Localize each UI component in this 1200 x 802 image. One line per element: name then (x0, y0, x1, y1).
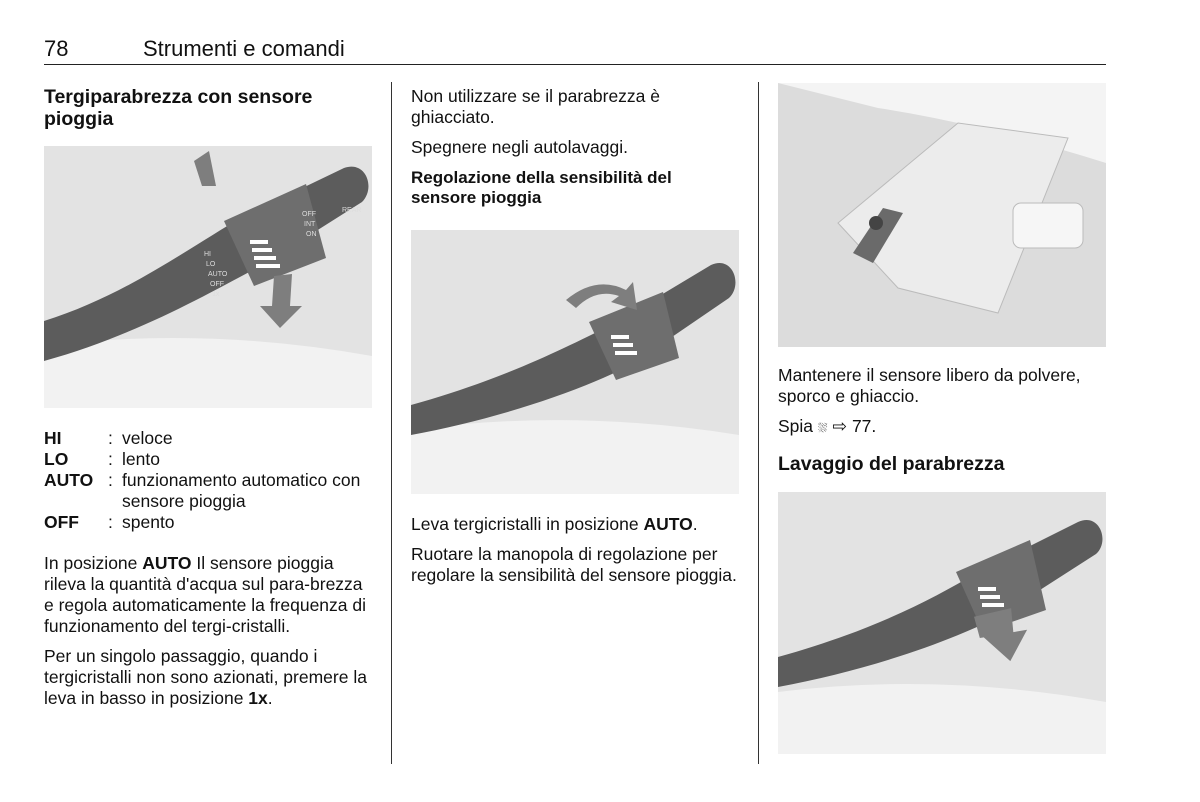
text-span: In posizione (44, 553, 143, 573)
def-row-auto (44, 470, 372, 512)
paragraph-rotate-knob: Ruotare la manopola di regolazione per regolare la sensibilità del sensore pioggia. (411, 544, 737, 585)
paragraph-lever-auto (411, 514, 741, 535)
text-span: Il sensore pioggia rileva la quantità d'acqua sul para-brezza e regola automaticamente la frequenza di funzionamento del tergi-cristalli. (44, 553, 367, 636)
lever-label-1x: 1x (212, 291, 220, 298)
rain-sensor-warning-icon: ⛆ (817, 421, 828, 435)
rain-sensor-photo (778, 83, 1106, 347)
def-value: funzionamento automatico con sensore pioggia (122, 470, 361, 511)
sensitivity-knob-illustration (411, 230, 739, 494)
subheading-sensitivity: Regolazione della sensibilità del sensore pioggia (411, 168, 672, 207)
def-sep: : (108, 470, 113, 490)
column-3-text (778, 365, 1108, 475)
def-value: lento (122, 449, 160, 469)
washer-lever-illustration (778, 492, 1106, 754)
column-2-text (411, 514, 741, 595)
text-span: . (692, 514, 698, 534)
paragraph-spia (778, 416, 1108, 439)
paragraph-frozen: Non utilizzare se il parabrezza è ghiacciato. (411, 86, 661, 127)
paragraph-auto-mode (44, 553, 374, 637)
def-key: AUTO (44, 470, 94, 490)
page-number: 78 (44, 36, 69, 61)
mode-definitions (44, 428, 372, 533)
text-bold: AUTO (142, 553, 192, 573)
section-heading-rain-sensor: Tergiparabrezza con sensore pioggia (44, 86, 313, 130)
paragraph-keep-clean: Mantenere il sensore libero da polvere, sporco e ghiaccio. (778, 365, 1081, 406)
def-row-hi (44, 428, 372, 449)
def-sep: : (108, 428, 113, 448)
def-sep: : (108, 512, 113, 532)
lever-label-lo: LO (206, 261, 216, 268)
page-ref-arrow-icon: ⇨ (832, 416, 848, 436)
paragraph-single-pass (44, 646, 374, 709)
section-heading-washer: Lavaggio del parabrezza (778, 453, 1005, 475)
column-divider-1 (391, 82, 392, 764)
lever-label-int: INT (304, 221, 316, 228)
paragraph-carwash: Spegnere negli autolavaggi. (411, 137, 628, 157)
lever-label-auto: AUTO (208, 271, 228, 278)
spia-label: Spia (778, 416, 814, 436)
definitions-block (44, 428, 374, 533)
text-span: Per un singolo passaggio, quando i tergicristalli non sono azionati, premere la leva in basso in posizione (44, 646, 367, 708)
def-value: veloce (122, 428, 173, 448)
def-sep: : (108, 449, 113, 469)
lever-label-on: ON (306, 231, 317, 238)
def-key: LO (44, 449, 69, 469)
lever-label-off2: OFF (210, 281, 224, 288)
column-divider-2 (758, 82, 759, 764)
column-1 (44, 86, 374, 130)
def-key: OFF (44, 512, 79, 532)
def-row-lo (44, 449, 372, 470)
page-title: Strumenti e comandi (143, 36, 345, 61)
lever-label-rear: REAR (342, 207, 362, 214)
text-span: . (267, 688, 273, 708)
page-reference[interactable]: 77. (851, 416, 877, 436)
def-value: spento (122, 512, 175, 532)
text-span: Leva tergicristalli in posizione (411, 514, 644, 534)
header-rule (44, 64, 1106, 65)
def-key: HI (44, 428, 62, 448)
column-1-text (44, 553, 374, 718)
wiper-lever-illustration (44, 146, 372, 408)
column-2 (411, 86, 741, 208)
lever-label-hi: HI (204, 251, 211, 258)
lever-label-off: OFF (302, 211, 316, 218)
def-row-off (44, 512, 372, 533)
text-bold: 1x (248, 688, 268, 708)
text-bold: AUTO (643, 514, 693, 534)
